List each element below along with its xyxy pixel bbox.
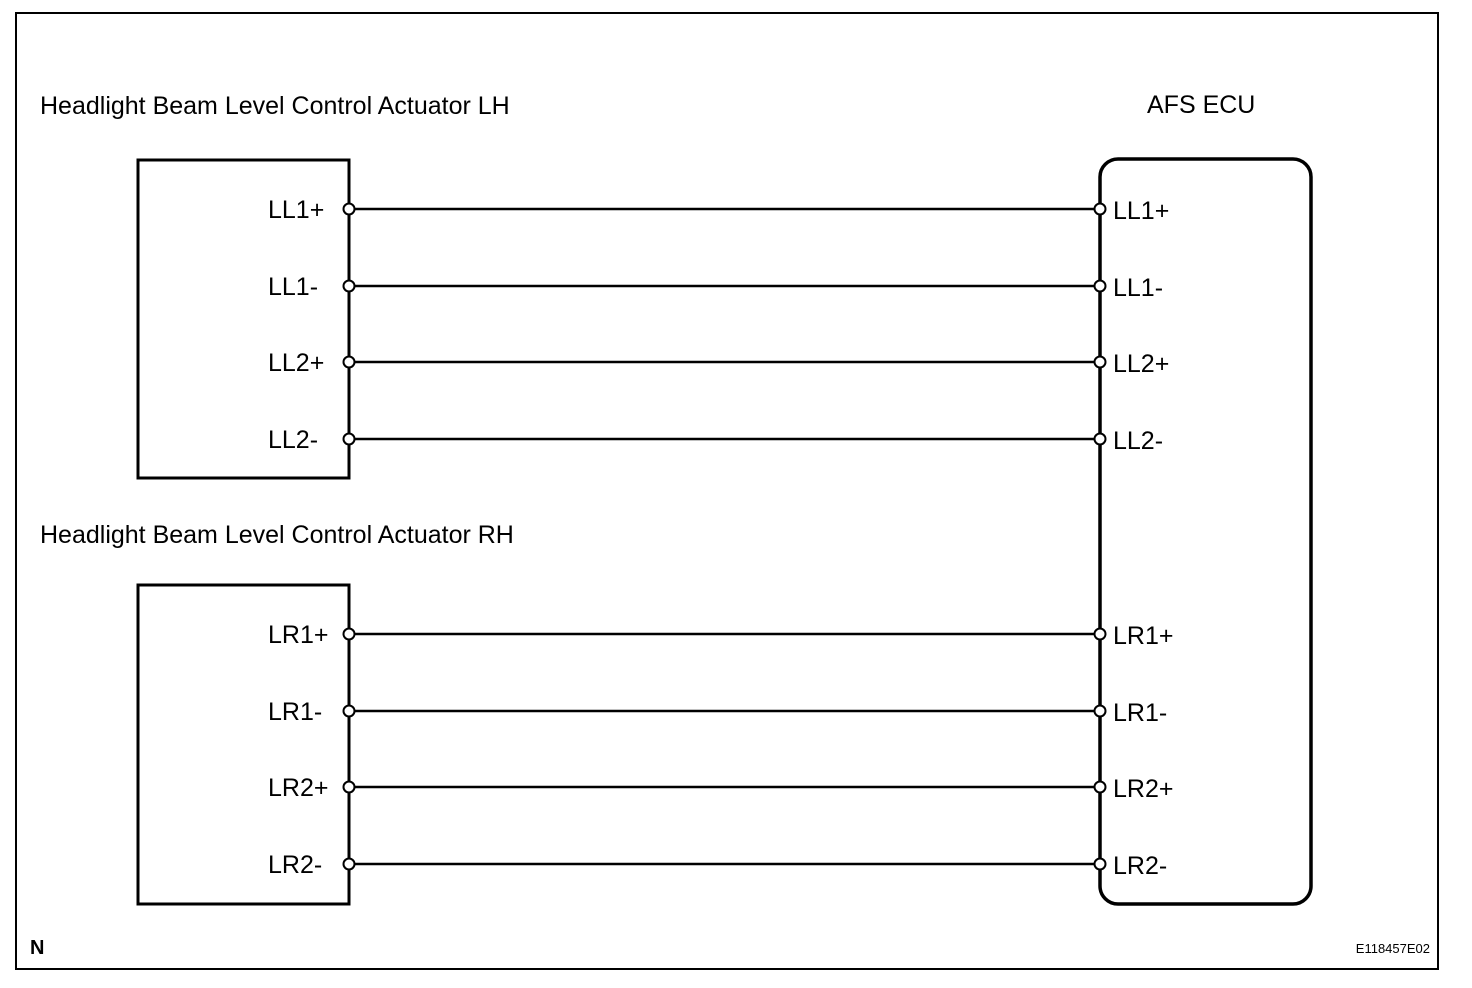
terminal — [344, 204, 355, 215]
actuator-lh-title: Headlight Beam Level Control Actuator LH — [40, 92, 510, 120]
corner-mark: N — [30, 937, 45, 959]
terminal — [344, 434, 355, 445]
actuator-rh-pin-label: LR2- — [268, 851, 323, 879]
terminal — [1095, 204, 1106, 215]
actuator-rh-wires — [349, 634, 1100, 864]
ecu-pin-label: LR2- — [1113, 852, 1168, 880]
actuator-lh-pin-label: LL1+ — [268, 196, 325, 224]
ecu-pin-label: LL2+ — [1113, 350, 1170, 378]
ecu-pin-label: LL1+ — [1113, 197, 1170, 225]
actuator-lh-pin-label: LL1- — [268, 273, 319, 301]
ecu-pin-label: LR1- — [1113, 699, 1168, 727]
terminal — [344, 706, 355, 717]
actuator-rh-pin-label: LR2+ — [268, 774, 329, 802]
actuator-lh-wires — [349, 209, 1100, 439]
ecu-pin-label: LL2- — [1113, 427, 1164, 455]
ecu-pin-label: LL1- — [1113, 274, 1164, 302]
terminal — [1095, 782, 1106, 793]
terminal — [344, 782, 355, 793]
terminal — [1095, 357, 1106, 368]
actuator-rh-pin-label: LR1- — [268, 698, 323, 726]
terminal — [344, 357, 355, 368]
ecu-pin-label: LR1+ — [1113, 622, 1174, 650]
terminal — [344, 859, 355, 870]
ecu-pin-label: LR2+ — [1113, 775, 1174, 803]
actuator-rh-title: Headlight Beam Level Control Actuator RH — [40, 521, 514, 549]
terminal — [1095, 859, 1106, 870]
figure-code: E118457E02 — [1355, 941, 1430, 956]
terminal — [1095, 281, 1106, 292]
terminal — [344, 629, 355, 640]
terminal — [344, 281, 355, 292]
terminal — [1095, 629, 1106, 640]
terminal — [1095, 434, 1106, 445]
ecu-title: AFS ECU — [1147, 91, 1256, 119]
diagram-frame — [16, 13, 1438, 969]
actuator-lh-pin-label: LL2- — [268, 426, 319, 454]
actuator-lh-pin-label: LL2+ — [268, 349, 325, 377]
terminal — [1095, 706, 1106, 717]
actuator-rh-pin-label: LR1+ — [268, 621, 329, 649]
